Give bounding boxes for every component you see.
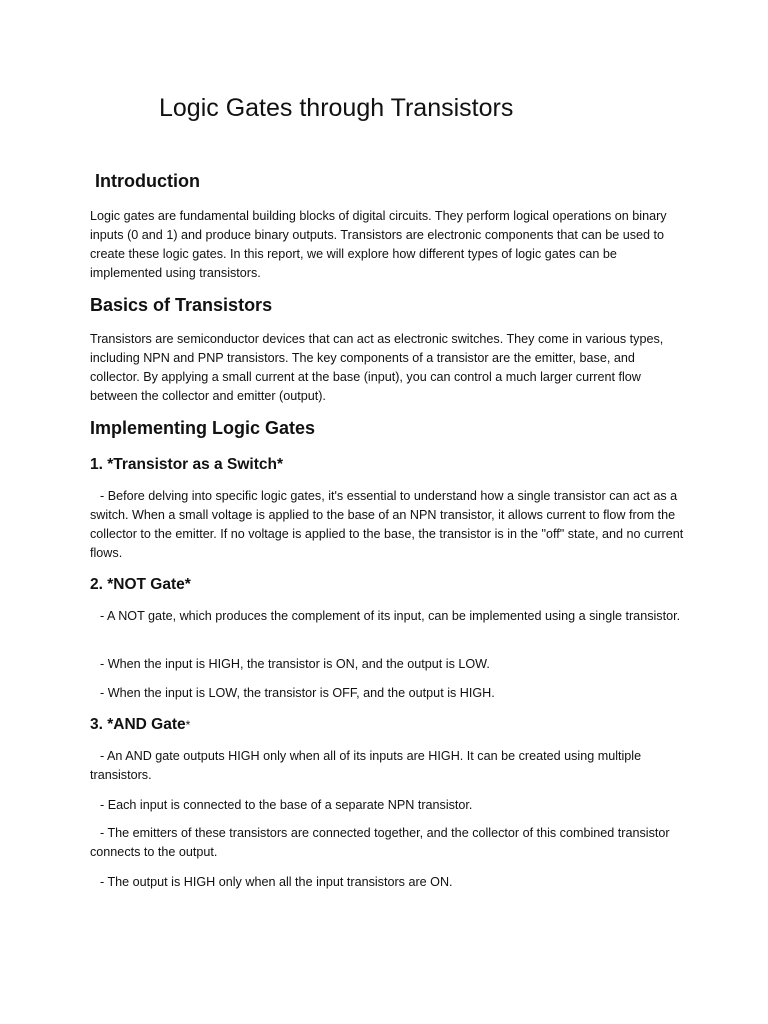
switch-paragraph: - Before delving into specific logic gates, it's essential to understand how a single transistor can act as a switch. When a small voltage is applied to the base of an NPN transistor, it allows current to flow from the collector to the emitter. If no voltage is applied to the base, the transistor is in the "off" state, and no current flows. <box>90 489 684 560</box>
and-gate-paragraph-1: - An AND gate outputs HIGH only when all of its inputs are HIGH. It can be created using multiple transistors. <box>90 749 642 782</box>
and-gate-heading-star: * <box>185 718 191 732</box>
not-gate-para-1-block <box>90 607 686 626</box>
not-gate-paragraph-3: - When the input is LOW, the transistor is OFF, and the output is HIGH. <box>100 686 495 700</box>
and-gate-paragraph-2: - Each input is connected to the base of a separate NPN transistor. <box>100 798 473 812</box>
heading-basics-of-transistors: Basics of Transistors <box>90 295 273 315</box>
and-gate-heading-text: 3. *AND Gate <box>90 716 186 733</box>
and-gate-para-3-block <box>90 824 686 862</box>
and-gate-para-1-block <box>90 747 686 785</box>
and-gate-para-4-block <box>90 873 686 892</box>
and-gate-para-2-block <box>90 796 686 815</box>
basics-section <box>90 330 686 406</box>
not-gate-para-2-block <box>90 655 686 674</box>
heading-not-gate: 2. *NOT Gate* <box>90 576 191 593</box>
document-title: Logic Gates through Transistors <box>159 94 514 122</box>
switch-section <box>90 487 686 563</box>
and-gate-paragraph-3: - The emitters of these transistors are connected together, and the collector of this combined transistor connects to the output. <box>90 826 670 859</box>
basics-paragraph: Transistors are semiconductor devices that can act as electronic switches. They come in various types, including NPN and PNP transistors. The key components of a transistor are the emitter, base, and collector. By applying a small current at the base (input), you can control a much larger current flow between the collector and emitter (output). <box>90 332 664 403</box>
heading-and-gate <box>90 716 686 734</box>
heading-transistor-as-switch: 1. *Transistor as a Switch* <box>90 456 283 473</box>
and-gate-paragraph-4: - The output is HIGH only when all the input transistors are ON. <box>100 875 453 889</box>
introduction-section <box>90 207 686 283</box>
introduction-paragraph: Logic gates are fundamental building blocks of digital circuits. They perform logical operations on binary inputs (0 and 1) and produce binary outputs. Transistors are electronic components that can be used to create these logic gates. In this report, we will explore how different types of logic gates can be implemented using transistors. <box>90 209 667 280</box>
heading-implementing-logic-gates: Implementing Logic Gates <box>90 418 316 438</box>
not-gate-para-3-block <box>90 684 686 703</box>
not-gate-paragraph-1: - A NOT gate, which produces the complement of its input, can be implemented using a single transistor. <box>100 609 681 623</box>
not-gate-paragraph-2: - When the input is HIGH, the transistor is ON, and the output is LOW. <box>100 657 490 671</box>
heading-introduction: Introduction <box>95 171 200 191</box>
